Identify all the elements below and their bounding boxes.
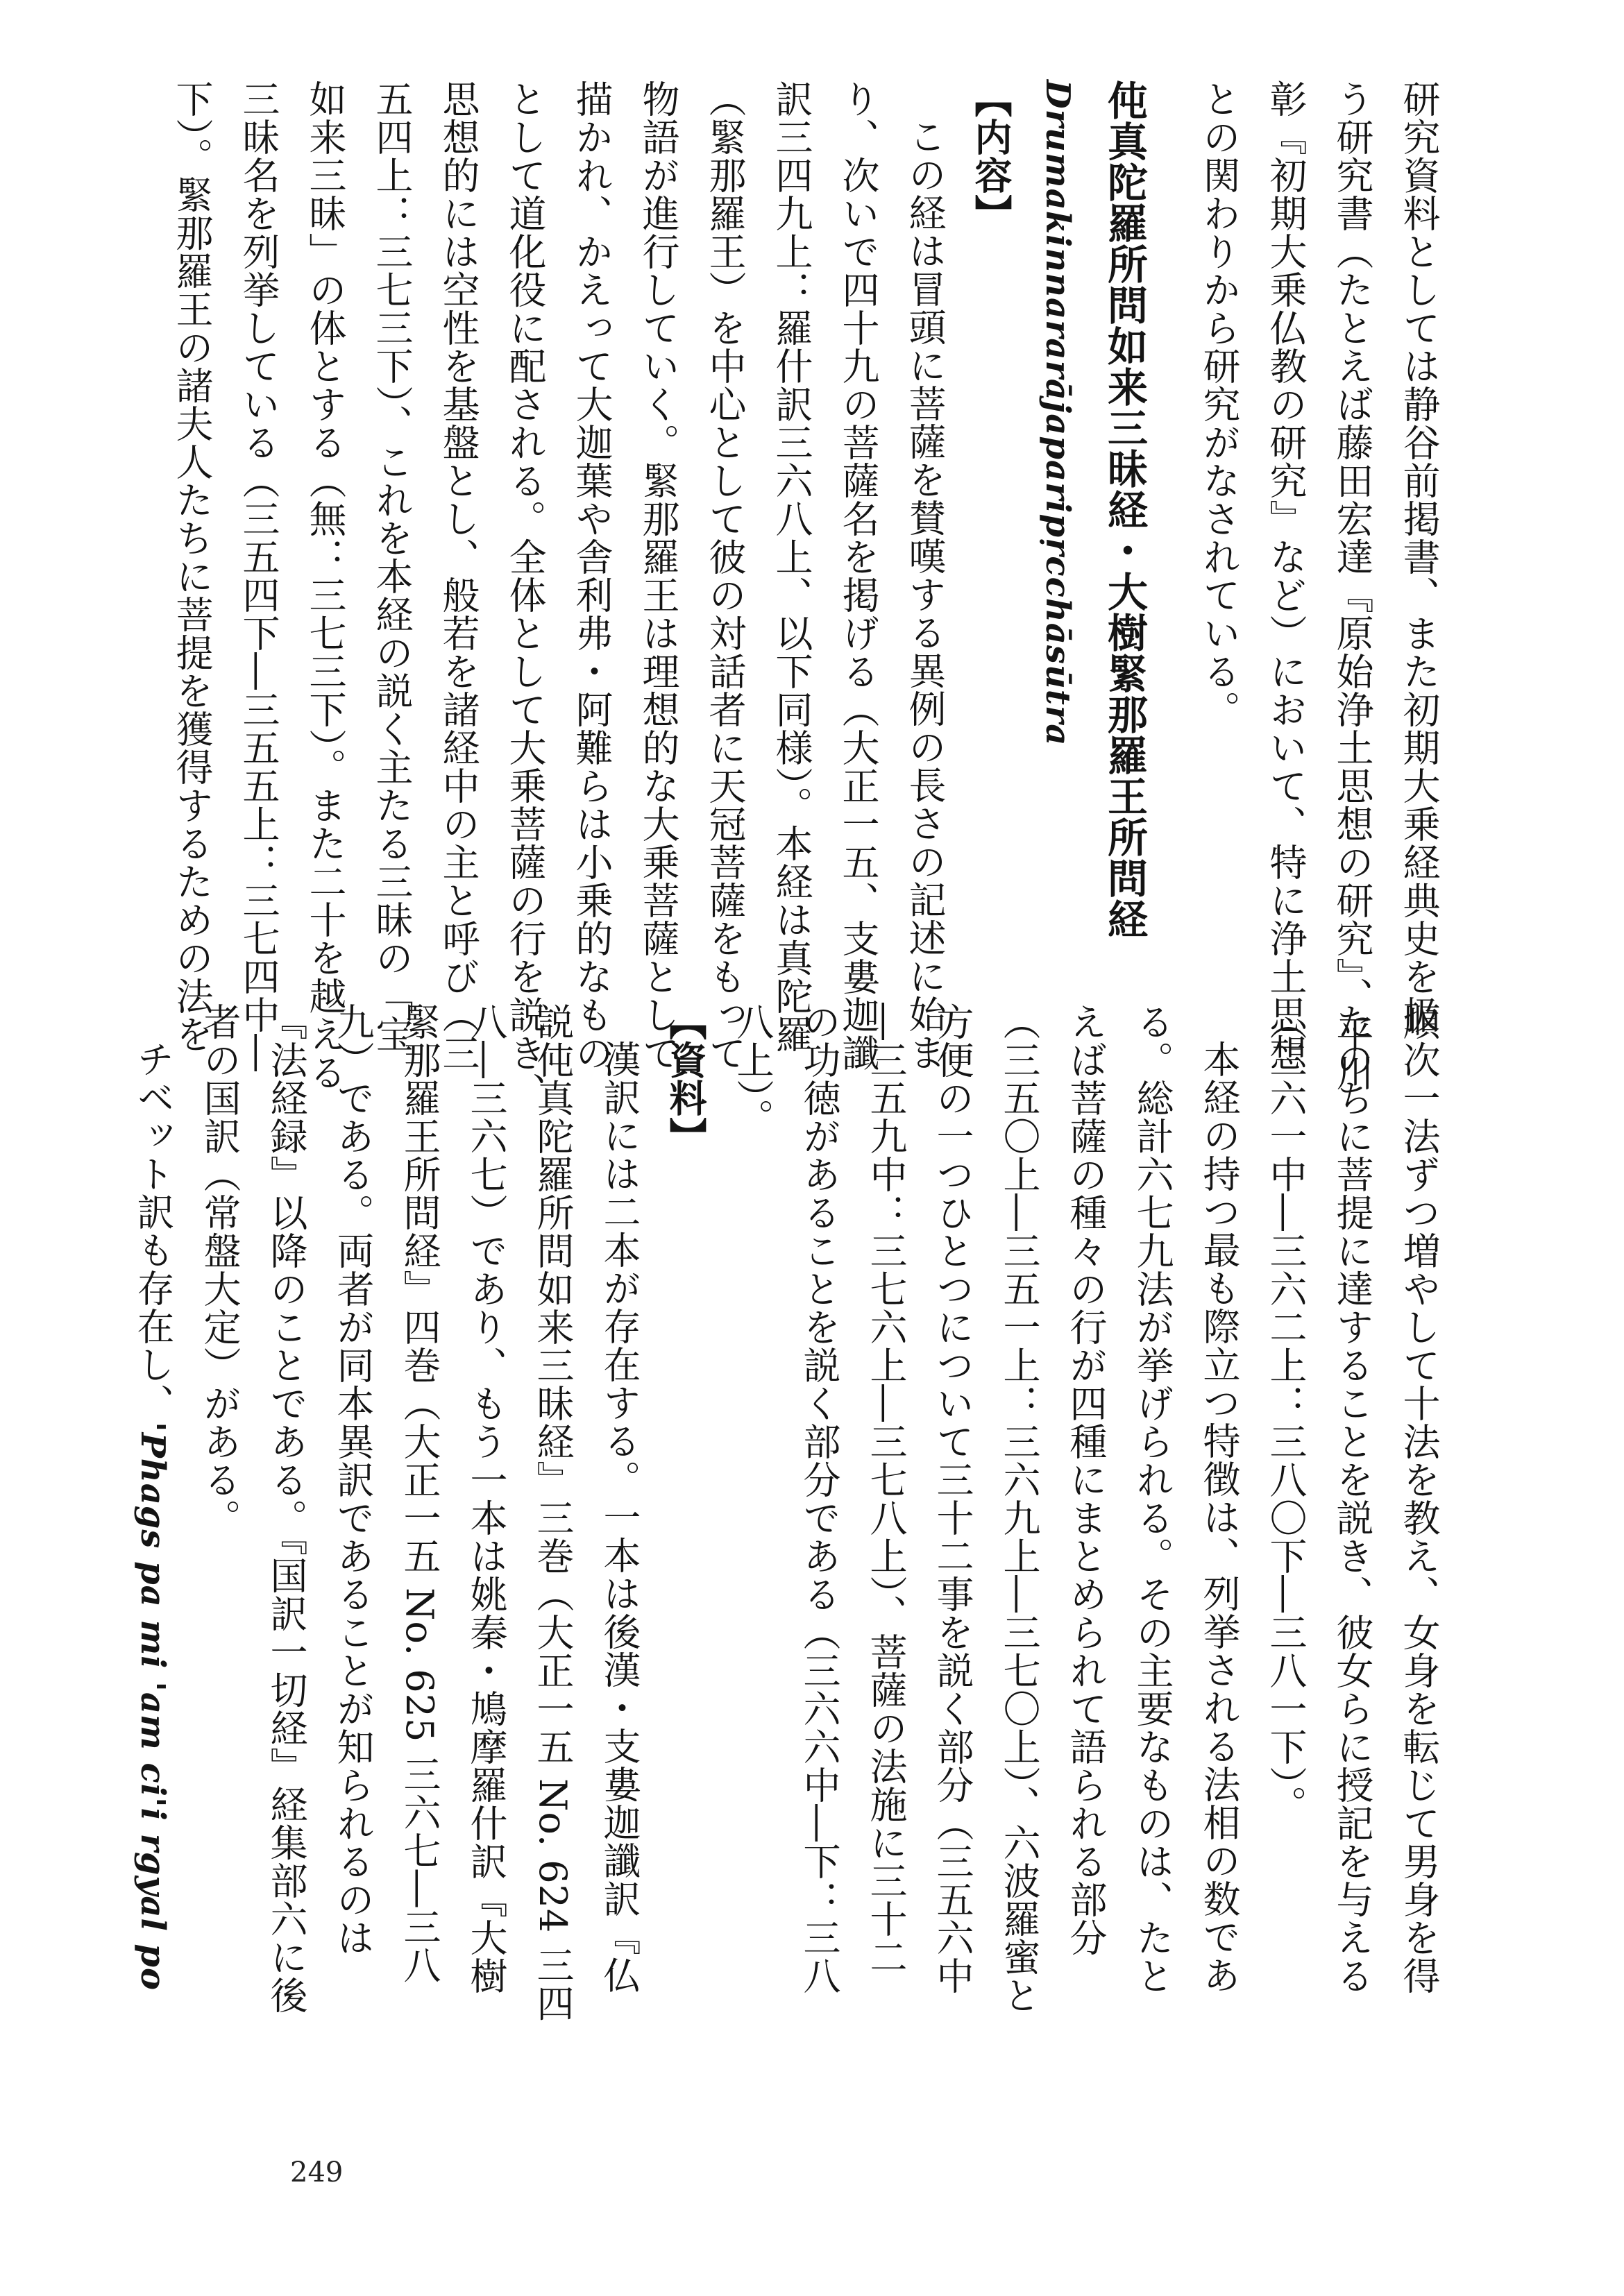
tibetan-line-prefix: チベット訳も存在し、 — [131, 1040, 175, 1422]
materials-line-7: 者の国訳（常盤大定）がある。 — [198, 1003, 242, 1537]
page-number: 249 — [290, 2157, 344, 2188]
materials-line-5: 九）である。両者が同本異訳であることが知られるのは — [331, 1003, 375, 1957]
upper-text-block — [170, 80, 1452, 1110]
sutra-sanskrit-title: Drumakinnararājaparipṛcchāsūtra — [1038, 80, 1077, 747]
content-line-1: この経は冒頭に菩薩を賛嘆する異例の長さの記述に始ま — [903, 117, 947, 1071]
materials-heading: 【資料】 — [663, 1003, 708, 1155]
intro-line-1: 研究資料としては静谷前掲書、また初期大乗経典史を扱 — [1397, 80, 1441, 1034]
content-line-5: 物語が進行していく。緊那羅王は理想的な大乗菩薩として — [636, 80, 680, 1072]
content-line-4: （緊那羅王）を中心として彼の対話者に天冠菩薩をもって — [703, 80, 747, 1072]
materials-line-4: 緊那羅王所問経』四巻（大正一五 No. 625 三六七―三八 — [398, 1003, 441, 1984]
materials-line-3: 八―三六七）であり、もう一本は姚秦・鳩摩羅什訳『大樹 — [464, 1003, 508, 1995]
content-cont-line-2: たのちに菩提に達することを説き、彼女らに授記を与える — [1330, 1003, 1374, 1995]
content-cont-line-1: 順次一法ずつ増やして十法を教え、女身を転じて男身を得 — [1397, 1003, 1441, 1995]
tibetan-title-roman: 'Phags pa mi 'am ci'i rgyal po — [133, 1422, 172, 1991]
tibetan-line — [119, 1003, 186, 1991]
content-line-9: 五四上：三七三下）、これを本経の説く主たる三昧の「宝 — [370, 80, 414, 1053]
section-gap — [1158, 80, 1185, 1003]
content-line-10: 如来三昧」の体とする（無：三七三下）。また二十を越える — [303, 80, 347, 1091]
intro-line-3: 彰『初期大乗仏教の研究』など）において、特に浄土思想 — [1264, 80, 1308, 1072]
content-cont-line-3: （三六一中―三六二上：三八〇下―三八一下）。 — [1264, 1003, 1308, 1823]
content-cont-line-4: 本経の持つ最も際立つ特徴は、列挙される法相の数であ — [1197, 1040, 1241, 1994]
intro-line-4: との関わりから研究がなされている。 — [1197, 80, 1241, 729]
content-cont-line-8: 方便の一つひとつについて三十二事を説く部分（三五六中 — [931, 1003, 974, 1995]
intro-line-2: う研究書（たとえば藤田宏達『原始浄土思想の研究』、平川 — [1330, 80, 1374, 1091]
content-cont-line-10: の功徳があることを説く部分である（三六六中―下：三八 — [797, 1003, 841, 1995]
content-heading: 【内容】 — [969, 80, 1013, 232]
content-line-2: り、次いで四十九の菩薩名を掲げる（大正一五、支婁迦讖 — [836, 80, 880, 1072]
materials-line-6: 『法経録』以降のことである。『国訳一切経』経集部六に後 — [264, 1003, 308, 2014]
materials-line-2: 説伅真陀羅所問如来三昧経』三巻（大正一五 No. 624 三四 — [531, 1003, 575, 2023]
content-cont-line-9: ―三五九中：三七六上―三七八上）、菩薩の法施に三十二 — [864, 1003, 908, 1976]
content-line-6: 描かれ、かえって大迦葉や舎利弗・阿難らは小乗的なもの — [570, 80, 614, 1072]
content-line-11: 三昧名を列挙している（三五四下―三五五上：三七四中― — [237, 80, 280, 1072]
sutra-title: 伅真陀羅所問如来三昧経・大樹緊那羅王所問経 — [1101, 80, 1148, 939]
content-line-7: として道化役に配される。全体として大乗菩薩の行を説き、 — [503, 80, 547, 1110]
content-cont-line-11: 八上）。 — [731, 1003, 775, 1137]
materials-line-1: 漢訳には二本が存在する。一本は後漢・支婁迦讖訳『仏 — [598, 1040, 641, 1994]
content-line-8: 思想的には空性を基盤とし、般若を諸経中の主と呼び（三 — [437, 80, 480, 1072]
lower-text-block — [131, 1003, 1452, 2023]
content-cont-line-5: る。総計六七九法が挙げられる。その主要なものは、たと — [1131, 1003, 1174, 1995]
content-line-12: 下）。緊那羅王の諸夫人たちに菩提を獲得するための法を — [170, 80, 214, 1053]
content-cont-line-7: （三五〇上―三五一上：三六九上―三七〇上）、六波羅蜜と — [997, 1003, 1041, 2014]
content-line-3: 訳三四九上：羅什訳三六八上、以下同様）。本経は真陀羅 — [770, 80, 813, 1053]
content-cont-line-6: えば菩薩の種々の行が四種にまとめられて語られる部分 — [1064, 1003, 1108, 1957]
